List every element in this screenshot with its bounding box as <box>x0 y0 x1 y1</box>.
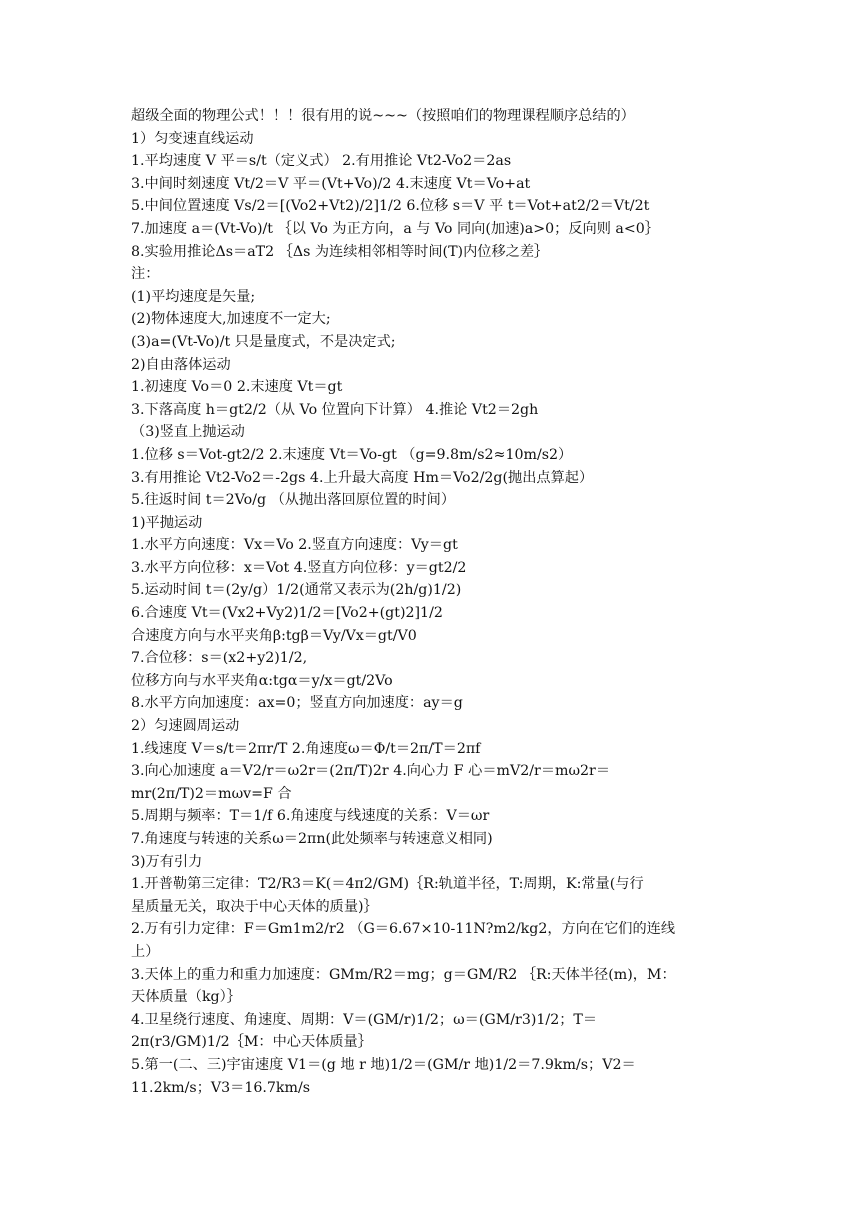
formula-line: 7.加速度 a＝(Vt-Vo)/t ｛以 Vo 为正方向，a 与 Vo 同向(加速)a>0；反向则 a<0｝ <box>131 220 659 237</box>
document-body <box>131 105 736 1099</box>
formula-line: 4.卫星绕行速度、角速度、周期：V＝(GM/r)1/2；ω＝(GM/r3)1/2；T＝ <box>131 1011 598 1028</box>
formula-line: 5.第一(二、三)宇宙速度 V1＝(g 地 r 地)1/2＝(GM/r 地)1/2＝7.9km/s；V2＝ <box>131 1056 636 1073</box>
formula-line: 5.周期与频率：T＝1/f 6.角速度与线速度的关系：V＝ωr <box>131 808 490 825</box>
formula-line: 5.中间位置速度 Vs/2＝[(Vo2+Vt2)/2]1/2 6.位移 s＝V 平 t＝Vot+at2/2＝Vt/2t <box>131 198 650 215</box>
section-heading: 1)平抛运动 <box>131 514 203 531</box>
formula-line: 2π(r3/GM)1/2｛M：中心天体质量｝ <box>131 1034 372 1051</box>
note-line: (2)物体速度大,加速度不一定大; <box>131 311 331 328</box>
note-line: (1)平均速度是矢量; <box>131 288 256 305</box>
formula-line: 5.运动时间 t＝(2y/g）1/2(通常又表示为(2h/g)1/2) <box>131 582 462 599</box>
section-heading: 3)万有引力 <box>131 853 203 870</box>
formula-line: 天体质量（kg）｝ <box>131 989 241 1006</box>
formula-line: 11.2km/s；V3＝16.7km/s <box>131 1079 311 1096</box>
formula-line: 2.万有引力定律：F＝Gm1m2/r2 （G＝6.67×10-11N?m2/kg2，方向在它们的连线 <box>131 921 676 938</box>
section-heading: 1）匀变速直线运动 <box>131 130 254 147</box>
formula-line: 合速度方向与水平夹角β:tgβ＝Vy/Vx＝gt/V0 <box>131 627 417 644</box>
formula-line: 1.平均速度 V 平＝s/t（定义式） 2.有用推论 Vt2-Vo2＝2as <box>131 153 512 170</box>
note-line: (3)a=(Vt-Vo)/t 只是量度式，不是决定式; <box>131 333 396 350</box>
formula-line: 3.向心加速度 a＝V2/r＝ω2r＝(2π/T)2r 4.向心力 F 心＝mV2/r＝mω2r＝ <box>131 763 611 780</box>
formula-line: 3.天体上的重力和重力加速度：GMm/R2＝mg；g＝GM/R2 ｛R:天体半径(m)，M： <box>131 966 676 983</box>
formula-line: 6.合速度 Vt＝(Vx2+Vy2)1/2＝[Vo2+(gt)2]1/2 <box>131 605 443 622</box>
formula-line: 3.有用推论 Vt2-Vo2＝-2gs 4.上升最大高度 Hm＝Vo2/2g(抛出点算起） <box>131 469 594 486</box>
formula-line: 星质量无关，取决于中心天体的质量)｝ <box>131 898 378 915</box>
formula-line: 上） <box>131 943 160 960</box>
formula-line: 位移方向与水平夹角α:tgα＝y/x＝gt/2Vo <box>131 672 393 689</box>
formula-line: 1.水平方向速度：Vx＝Vo 2.竖直方向速度：Vy＝gt <box>131 537 458 554</box>
formula-line: 8.水平方向加速度：ax=0；竖直方向加速度：ay＝g <box>131 695 463 712</box>
section-heading: 2)自由落体运动 <box>131 356 231 373</box>
formula-line: 5.往返时间 t＝2Vo/g （从抛出落回原位置的时间） <box>131 492 456 509</box>
formula-line: mr(2π/T)2＝mωv=F 合 <box>131 785 292 802</box>
formula-line: 1.位移 s＝Vot-gt2/2 2.末速度 Vt＝Vo-gt （g=9.8m/s2≈10m/s2） <box>131 446 573 463</box>
document-title: 超级全面的物理公式！！！很有用的说~~~（按照咱们的物理课程顺序总结的） <box>131 108 635 124</box>
note-heading: 注： <box>131 266 160 283</box>
formula-line: 3.水平方向位移：x＝Vot 4.竖直方向位移：y＝gt2/2 <box>131 559 467 576</box>
formula-line: 3.下落高度 h＝gt2/2（从 Vo 位置向下计算） 4.推论 Vt2＝2gh <box>131 401 539 418</box>
formula-line: 7.合位移：s＝(x2+y2)1/2, <box>131 650 308 667</box>
section-heading: （3)竖直上抛运动 <box>131 424 245 441</box>
formula-line: 1.开普勒第三定律：T2/R3＝K(＝4π2/GM)｛R:轨道半径，T:周期，K:常量(与行 <box>131 876 644 893</box>
formula-line: 7.角速度与转速的关系ω＝2πn(此处频率与转速意义相同) <box>131 831 493 847</box>
formula-line: 1.初速度 Vo＝0 2.末速度 Vt＝gt <box>131 379 343 396</box>
formula-line: 3.中间时刻速度 Vt/2＝V 平＝(Vt+Vo)/2 4.末速度 Vt＝Vo+at <box>131 175 531 192</box>
section-heading: 2）匀速圆周运动 <box>131 718 240 735</box>
formula-line: 1.线速度 V＝s/t＝2πr/T 2.角速度ω＝Φ/t＝2π/T＝2πf <box>131 740 481 757</box>
formula-line: 8.实验用推论Δs＝aT2 ｛Δs 为连续相邻相等时间(T)内位移之差｝ <box>131 243 549 260</box>
